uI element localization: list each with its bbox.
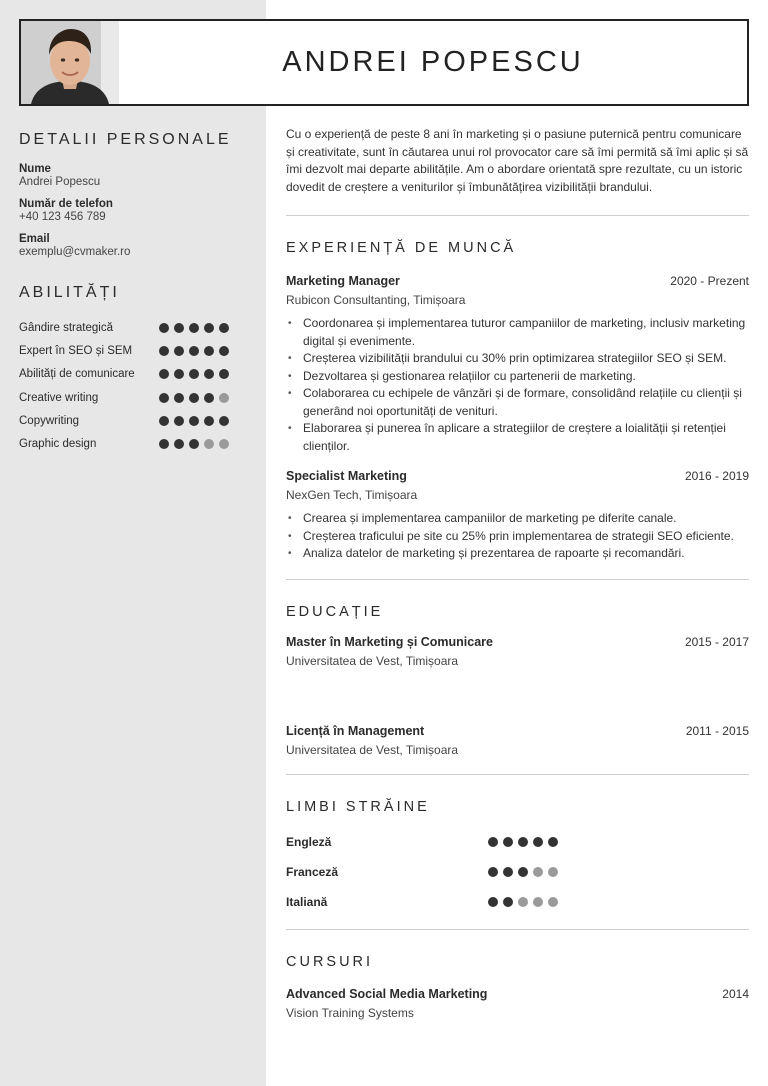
pd-phone [19,198,249,223]
language-rating [488,837,558,847]
full-name: ANDREI POPESCU [282,46,584,78]
education-dates: 2015 - 2017 [684,634,749,649]
rating-dot-filled [204,416,214,426]
job-dates: 2016 - 2019 [684,469,749,483]
skill-rating [159,393,229,403]
rating-dot-filled [189,369,199,379]
degree: Master în Marketing și Comunicare [286,634,494,649]
profile-photo [21,21,119,104]
pd-value: Andrei Popescu [19,176,101,188]
rating-dot-filled [518,837,528,847]
rating-dot-filled [488,837,498,847]
rating-dot-filled [503,867,513,877]
rating-dot-filled [548,837,558,847]
education-header [286,724,749,738]
personal-details [19,163,249,258]
rating-dot-filled [488,867,498,877]
divider [286,579,749,580]
rating-dot-filled [503,897,513,907]
rating-dot-empty [219,393,229,403]
skill-row [19,432,249,455]
rating-dot-filled [204,393,214,403]
rating-dot-filled [159,416,169,426]
rating-dot-empty [533,897,543,907]
job-company: Rubicon Consultanting, Timișoara [286,293,466,307]
rating-dot-filled [189,416,199,426]
language-name: Franceză [286,864,339,879]
job-bullet: • Dezvoltarea și gestionarea relațiilor cu partenerii de marketing. [286,368,749,386]
job-role: Marketing Manager [286,274,400,288]
rating-dot-empty [219,439,229,449]
education-header [286,635,749,649]
courses-title: CURSURI [286,953,374,970]
skills-title: ABILITĂȚI [19,284,120,301]
skill-name: Creative writing [19,391,99,404]
rating-dot-filled [174,393,184,403]
personal-details-title: DETALII PERSONALE [19,131,232,148]
education-entry [286,724,749,757]
rating-dot-filled [159,393,169,403]
education-section [286,604,749,757]
pd-email [19,233,249,258]
education-entry [286,635,749,668]
job-bullet: • Creșterea traficului pe site cu 25% prin implementarea de strategii SEO eficiente. [286,528,749,546]
job-entry [286,469,749,563]
rating-dot-empty [548,867,558,877]
rating-dot-filled [219,369,229,379]
job-entry [286,274,749,455]
course-header [286,987,749,1001]
skill-row [19,409,249,432]
language-row [286,887,749,917]
job-bullet: • Analiza datelor de marketing și prezentarea de rapoarte și recomandări. [286,545,749,563]
rating-dot-filled [174,323,184,333]
language-row [286,827,749,857]
rating-dot-filled [204,369,214,379]
school: Universitatea de Vest, Timișoara [286,742,459,757]
pd-name [19,163,249,188]
rating-dot-filled [189,346,199,356]
rating-dot-filled [174,346,184,356]
rating-dot-filled [174,416,184,426]
main-content [286,126,749,1020]
rating-dot-filled [219,346,229,356]
languages-title: LIMBI STRĂINE [286,798,430,815]
skill-row [19,386,249,409]
rating-dot-filled [189,393,199,403]
rating-dot-empty [518,897,528,907]
skill-name: Expert în SEO și SEM [19,344,133,357]
skill-row [19,316,249,339]
rating-dot-empty [548,897,558,907]
job-role: Specialist Marketing [286,469,407,483]
languages-list [286,827,749,917]
skill-rating [159,439,229,449]
job-bullets [286,510,749,563]
job-header [286,469,749,483]
experience-section [286,240,749,563]
rating-dot-filled [159,323,169,333]
rating-dot-filled [219,416,229,426]
job-bullet: • Elaborarea și punerea în aplicare a strategiilor de creștere a loialității și retenției clienților. [286,420,749,455]
rating-dot-filled [174,369,184,379]
rating-dot-filled [488,897,498,907]
header [19,19,749,106]
degree: Licență în Management [286,723,425,738]
skill-row [19,363,249,386]
rating-dot-filled [189,439,199,449]
divider [286,215,749,216]
course-entry [286,987,749,1020]
skill-name: Graphic design [19,438,97,451]
job-bullet: • Colaborarea cu echipele de vânzări și de formare, consolidând relațiile cu clienții și generând noi oportunități de venituri. [286,385,749,420]
sidebar [19,131,249,456]
rating-dot-filled [204,346,214,356]
job-bullets [286,315,749,455]
rating-dot-filled [159,369,169,379]
language-name: Italiană [286,894,328,909]
divider [286,929,749,930]
skill-row [19,339,249,362]
rating-dot-empty [204,439,214,449]
skills-section [19,284,249,456]
education-title: EDUCAȚIE [286,603,384,620]
pd-label: Număr de telefon [19,198,113,210]
languages-section [286,799,749,917]
skill-rating [159,346,229,356]
skill-name: Gândire strategică [19,321,113,334]
skill-rating [159,369,229,379]
rating-dot-filled [518,867,528,877]
school: Universitatea de Vest, Timișoara [286,653,459,668]
job-bullet: • Creșterea vizibilității brandului cu 30% prin optimizarea strategiilor SEO și SEM. [286,350,749,368]
job-bullet: • Crearea și implementarea campaniilor de marketing pe diferite canale. [286,510,749,528]
language-rating [488,867,558,877]
courses-section [286,954,749,1020]
rating-dot-filled [503,837,513,847]
rating-dot-filled [174,439,184,449]
skill-name: Copywriting [19,414,80,427]
language-row [286,857,749,887]
rating-dot-filled [159,439,169,449]
rating-dot-filled [219,323,229,333]
skills-list [19,316,249,456]
job-dates: 2020 - Prezent [670,274,749,288]
pd-label: Email [19,233,50,245]
profile-summary: Cu o experiență de peste 8 ani în marketing și o pasiune puternică pentru comunicare și creativitate, sunt în căutarea unui rol provocator care să îmi permită să îmi aplic și să îmi dezvolt mai departe abilitățile. Am o abordare orientată spre rezultate, cu un istoric dovedit de creștere a veniturilor și îmbunătățirea vizibilității brandului. [286,127,749,194]
skill-name: Abilități de comunicare [19,368,135,381]
language-rating [488,897,558,907]
rating-dot-filled [533,837,543,847]
job-company: NexGen Tech, Timișoara [286,488,418,502]
course-provider: Vision Training Systems [286,1005,414,1020]
pd-label: Nume [19,163,51,175]
pd-value: exemplu@cvmaker.ro [19,246,131,258]
rating-dot-filled [204,323,214,333]
language-name: Engleză [286,834,332,849]
experience-title: EXPERIENȚĂ DE MUNCĂ [286,240,517,256]
job-bullet: • Coordonarea și implementarea tuturor campaniilor de marketing, inclusiv marketing digital și evenimente. [286,315,749,350]
skill-rating [159,323,229,333]
skill-rating [159,416,229,426]
pd-value: +40 123 456 789 [19,211,106,223]
job-header [286,274,749,288]
divider [286,774,749,775]
rating-dot-empty [533,867,543,877]
education-dates: 2011 - 2015 [685,723,749,738]
course-year: 2014 [722,986,749,1001]
rating-dot-filled [159,346,169,356]
rating-dot-filled [189,323,199,333]
course-name: Advanced Social Media Marketing [286,986,488,1001]
